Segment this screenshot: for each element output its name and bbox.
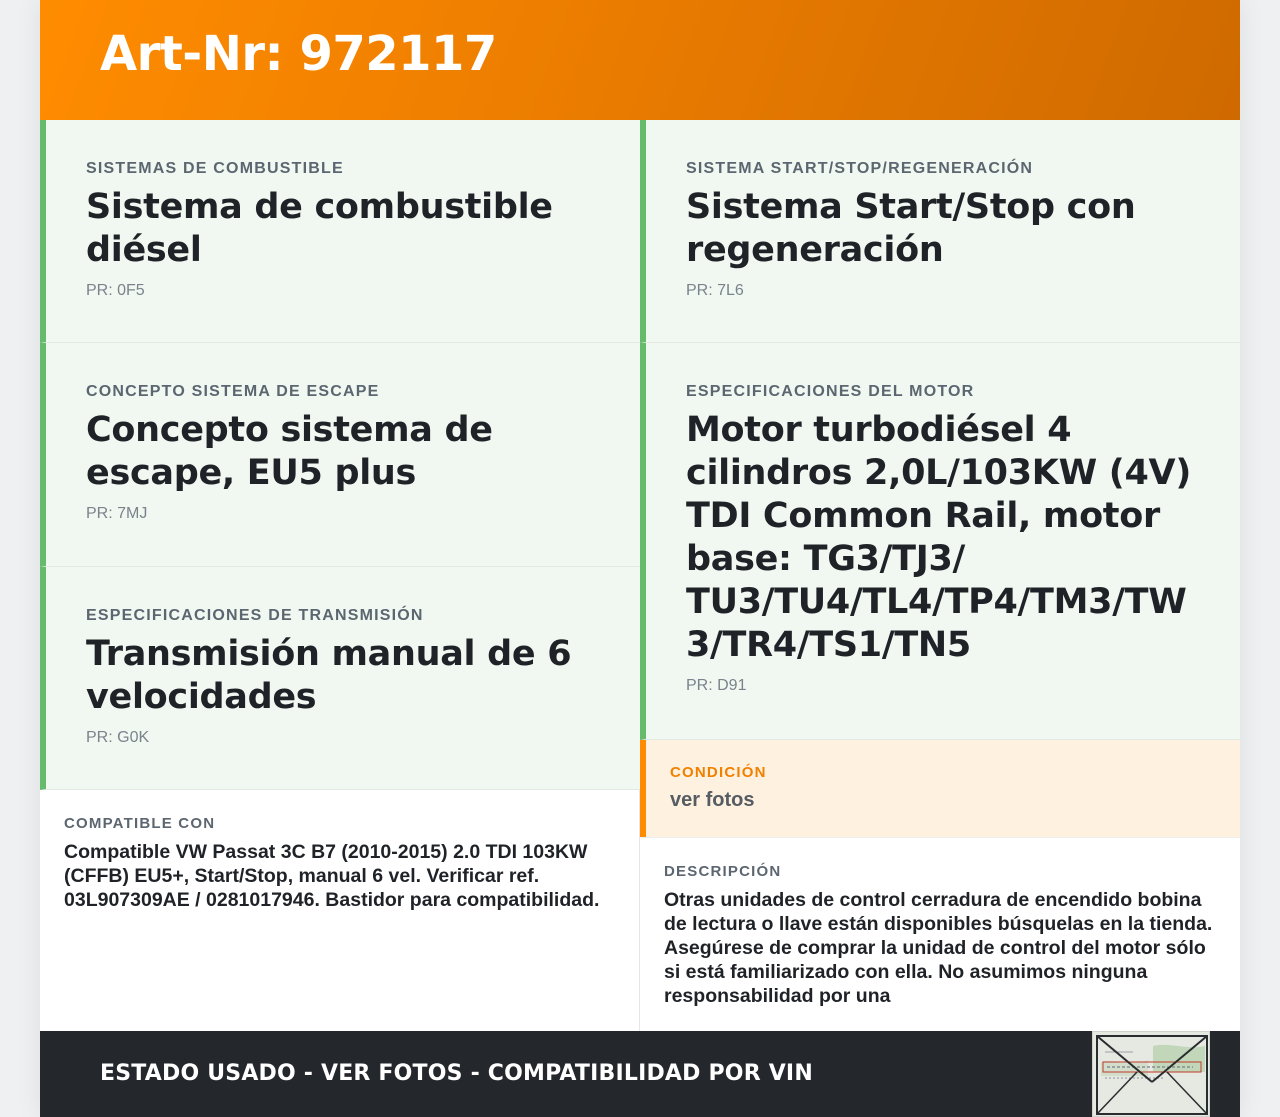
condition-box — [640, 740, 1240, 837]
spec-pr-code: PR: 7L6 — [686, 282, 744, 299]
spec-title: Sistema de combustible diésel — [86, 187, 553, 270]
footer-bar — [40, 1031, 1240, 1117]
spec-label: CONCEPTO SISTEMA DE ESCAPE — [86, 383, 380, 400]
photo-envelope-icon — [1093, 1032, 1210, 1117]
spec-card-exhaust — [40, 343, 640, 567]
header-banner — [40, 0, 1240, 120]
compatibility-text: Compatible VW Passat 3C B7 (2010-2015) 2.0 TDI 103KW (CFFB) EU5+, Start/Stop, manual 6 vel. Verificar ref. 03L907309AE / 0281017946. Bastidor para compatibilidad. — [64, 841, 600, 911]
spec-pr-code: PR: D91 — [686, 677, 747, 694]
compatibility-section — [40, 815, 640, 912]
spec-title: Transmisión manual de 6 velocidades — [86, 634, 572, 717]
label-photo-thumbnail[interactable] — [1092, 1031, 1210, 1117]
divider — [640, 837, 1240, 838]
description-section — [640, 863, 1240, 1008]
condition-value: ver fotos — [670, 789, 755, 811]
spec-label: SISTEMAS DE COMBUSTIBLE — [86, 160, 344, 177]
article-number-title: Art-Nr: 972117 — [100, 26, 497, 82]
spec-card-start-stop — [640, 120, 1240, 343]
spec-label: ESPECIFICACIONES DEL MOTOR — [686, 383, 975, 400]
spec-title: Concepto sistema de escape, EU5 plus — [86, 410, 493, 493]
condition-label: CONDICIÓN — [670, 764, 767, 781]
description-text: Otras unidades de control cerradura de encendido bobina de lectura o llave están disponibles búsquelas en la tienda. Asegúrese de comprar la unidad de control del motor sólo si está familiarizado con ella. No asumimos ninguna responsabilidad por una — [664, 889, 1213, 1007]
spec-card-transmission — [40, 567, 640, 790]
spec-pr-code: PR: G0K — [86, 729, 150, 746]
footer-text: ESTADO USADO - VER FOTOS - COMPATIBILIDAD POR VIN — [100, 1061, 813, 1086]
compatibility-label: COMPATIBLE CON — [64, 815, 216, 832]
spec-card-engine — [640, 343, 1240, 740]
spec-label: ESPECIFICACIONES DE TRANSMISIÓN — [86, 607, 424, 624]
spec-label: SISTEMA START/STOP/REGENERACIÓN — [686, 160, 1034, 177]
spec-pr-code: PR: 0F5 — [86, 282, 145, 299]
spec-pr-code: PR: 7MJ — [86, 505, 148, 522]
spec-title: Sistema Start/Stop con regeneración — [686, 187, 1136, 270]
product-sheet — [40, 0, 1240, 1117]
spec-title: Motor turbodiésel 4 cilindros 2,0L/103KW (4V) TDI Common Rail, motor base: TG3/TJ3/ TU3/TU4/TL4/TP4/TM3/TW 3/TR4/TS1/TN5 — [686, 410, 1192, 665]
spec-card-fuel-system — [40, 120, 640, 343]
description-label: DESCRIPCIÓN — [664, 863, 782, 880]
